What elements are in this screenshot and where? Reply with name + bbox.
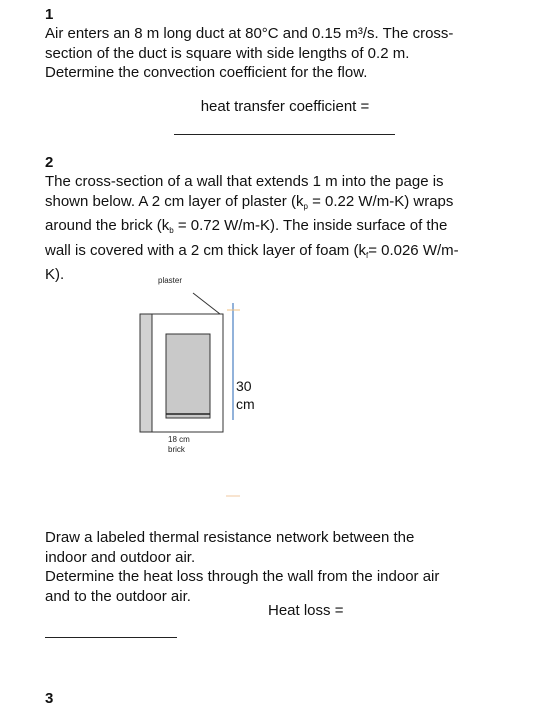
question-1-line-3: Determine the convection coefficient for the flow.	[45, 64, 368, 81]
question-3-number: 3	[45, 690, 54, 707]
question-2-line-1: The cross-section of a wall that extends 1 m into the page is	[45, 173, 444, 190]
question-1-line-2: section of the duct is square with side lengths of 0.2 m.	[45, 44, 410, 62]
question-2-text	[45, 172, 515, 285]
question-1-number: 1	[45, 6, 54, 23]
question-2-instructions	[45, 528, 515, 606]
question-1-answer-line[interactable]	[174, 134, 395, 135]
brick-block	[166, 334, 210, 418]
instruction-line-1: Draw a labeled thermal resistance network between the	[45, 529, 415, 546]
brick-label: brick	[168, 445, 185, 454]
question-2-line-2: shown below. A 2 cm layer of plaster ($k_p = 0.22$ W/m-K) wraps	[45, 192, 454, 211]
question-1-line-1: Air enters an 8 m long duct at 80°C and 0.15 m³/s. The cross-	[45, 25, 454, 42]
question-2-number: 2	[45, 154, 54, 171]
width-value-label: 18 cm	[168, 435, 190, 444]
question-1-text	[45, 24, 505, 83]
height-unit-label: cm	[236, 396, 255, 412]
foam-layer	[140, 314, 152, 432]
question-1-answer-label: heat transfer coefficient =	[200, 98, 370, 115]
instruction-line-4: and to the outdoor air.	[45, 587, 191, 605]
wall-cross-section-figure	[130, 270, 260, 510]
question-2-answer-label: Heat loss =	[268, 602, 344, 619]
plaster-label: plaster	[158, 276, 183, 285]
question-2-answer-line[interactable]	[45, 637, 177, 638]
plaster-leader-line	[193, 293, 220, 314]
question-2-line-5: K).	[45, 266, 65, 283]
question-2-line-4: wall is covered with a 2 cm thick layer of foam ($k_f= 0.026$ W/m-	[45, 241, 459, 260]
height-value-label: 30	[236, 378, 252, 394]
instruction-line-2: indoor and outdoor air.	[45, 548, 196, 566]
instruction-line-3: Determine the heat loss through the wall from the indoor air	[45, 568, 440, 585]
question-2-line-3: around the brick ($k_b = 0.72$ W/m-K). The inside surface of the	[45, 217, 448, 235]
